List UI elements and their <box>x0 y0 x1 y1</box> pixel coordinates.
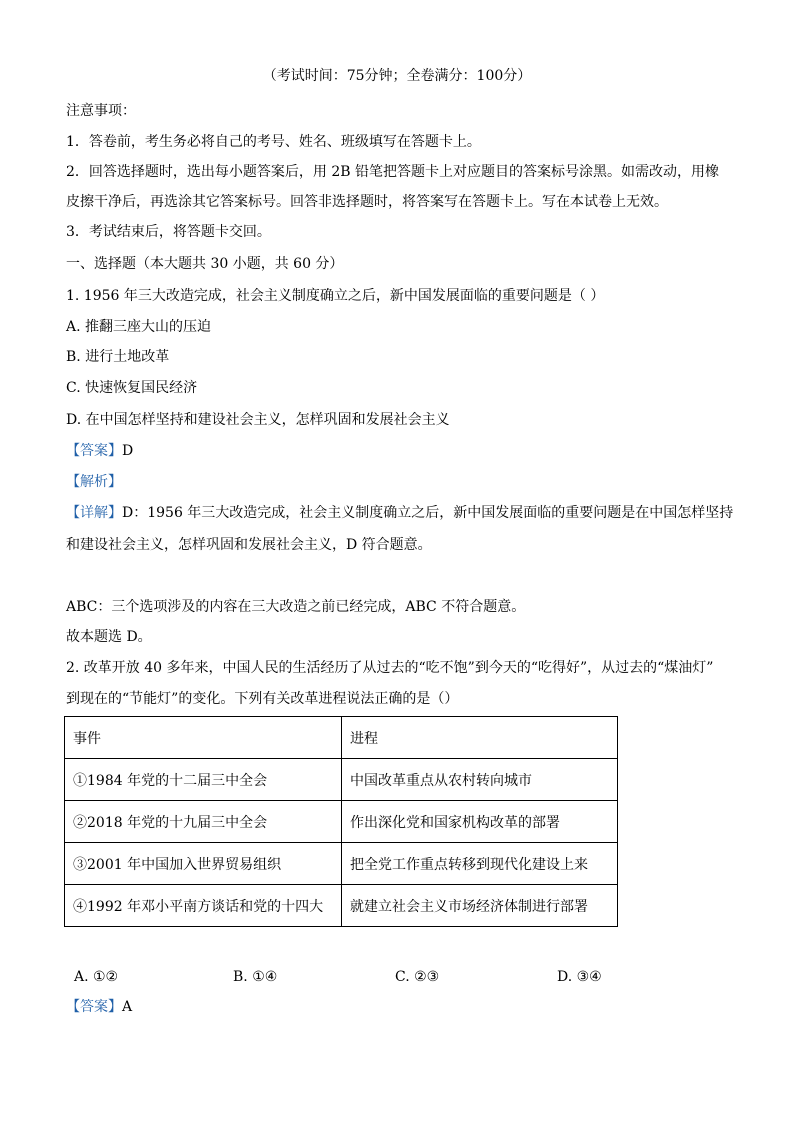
notice-item-2-line-2: 皮擦干净后，再选涂其它答案标号。回答非选择题时，将答案写在答题卡上。写在本试卷上无效。 <box>66 194 668 210</box>
q1-detail-line-1 <box>66 503 733 523</box>
table-row <box>65 885 618 927</box>
row-event: ②2018 年党的十九届三中全会 <box>65 801 342 843</box>
q2-stem-line-2: 到现在的“节能灯”的变化。下列有关改革进程说法正确的是（） <box>66 691 459 707</box>
row-event: ③2001 年中国加入世界贸易组织 <box>65 843 342 885</box>
reform-process-table <box>64 716 618 927</box>
section-heading: 一、选择题（本大题共 30 小题，共 60 分） <box>66 256 344 272</box>
notice-item-2-line-1: 2．回答选择题时，选出每小题答案后，用 2B 铅笔把答题卡上对应题目的答案标号涂黑。如需改动，用橡 <box>66 164 720 180</box>
q1-conclusion: 故本题选 D。 <box>66 629 152 645</box>
table-header-row <box>65 717 618 759</box>
answer-tag: 【答案】 <box>66 443 122 459</box>
q2-option-c: C. ②③ <box>395 969 440 985</box>
q2-answer <box>66 997 132 1017</box>
row-process: 把全党工作重点转移到现代化建设上来 <box>342 843 618 885</box>
q1-abc-note: ABC：三个选项涉及的内容在三大改造之前已经完成，ABC 不符合题意。 <box>66 599 526 615</box>
row-process: 就建立社会主义市场经济体制进行部署 <box>342 885 618 927</box>
answer-value: A <box>122 999 133 1015</box>
detail-tag: 【详解】 <box>66 505 122 521</box>
notice-title: 注意事项： <box>66 103 136 119</box>
row-process: 作出深化党和国家机构改革的部署 <box>342 801 618 843</box>
header-event: 事件 <box>65 717 342 759</box>
table-row <box>65 759 618 801</box>
row-event: ①1984 年党的十二届三中全会 <box>65 759 342 801</box>
q1-detail-line-2: 和建设社会主义，怎样巩固和发展社会主义，D 符合题意。 <box>66 537 432 553</box>
table-row <box>65 843 618 885</box>
q1-stem: 1. 1956 年三大改造完成，社会主义制度确立之后，新中国发展面临的重要问题是（ ） <box>66 288 605 304</box>
row-event: ④1992 年邓小平南方谈话和党的十四大 <box>65 885 342 927</box>
header-process: 进程 <box>342 717 618 759</box>
q1-option-c: C. 快速恢复国民经济 <box>66 380 198 396</box>
notice-item-3: 3．考试结束后，将答题卡交回。 <box>66 224 271 240</box>
q2-option-a: A. ①② <box>74 969 119 985</box>
detail-text: D：1956 年三大改造完成，社会主义制度确立之后，新中国发展面临的重要问题是在中国怎样坚持 <box>122 505 734 521</box>
notice-item-1: 1．答卷前，考生务必将自己的考号、姓名、班级填写在答题卡上。 <box>66 134 481 150</box>
analysis-tag: 【解析】 <box>66 474 122 490</box>
q1-option-b: B. 进行土地改革 <box>66 349 170 365</box>
q2-option-d: D. ③④ <box>557 969 602 985</box>
q1-option-a: A. 推翻三座大山的压迫 <box>66 319 212 335</box>
q1-option-d: D. 在中国怎样坚持和建设社会主义，怎样巩固和发展社会主义 <box>66 412 450 428</box>
table-row <box>65 801 618 843</box>
answer-value: D <box>122 443 134 459</box>
q1-answer <box>66 441 133 461</box>
answer-tag: 【答案】 <box>66 999 122 1015</box>
exam-info: （考试时间：75分钟；全卷满分：100分） <box>262 68 532 84</box>
row-process: 中国改革重点从农村转向城市 <box>342 759 618 801</box>
q1-analysis <box>66 472 122 492</box>
q2-stem-line-1: 2. 改革开放 40 多年来，中国人民的生活经历了从过去的“吃不饱”到今天的“吃得好”，从过去的“煤油灯” <box>66 660 714 676</box>
q2-option-b: B. ①④ <box>233 969 278 985</box>
